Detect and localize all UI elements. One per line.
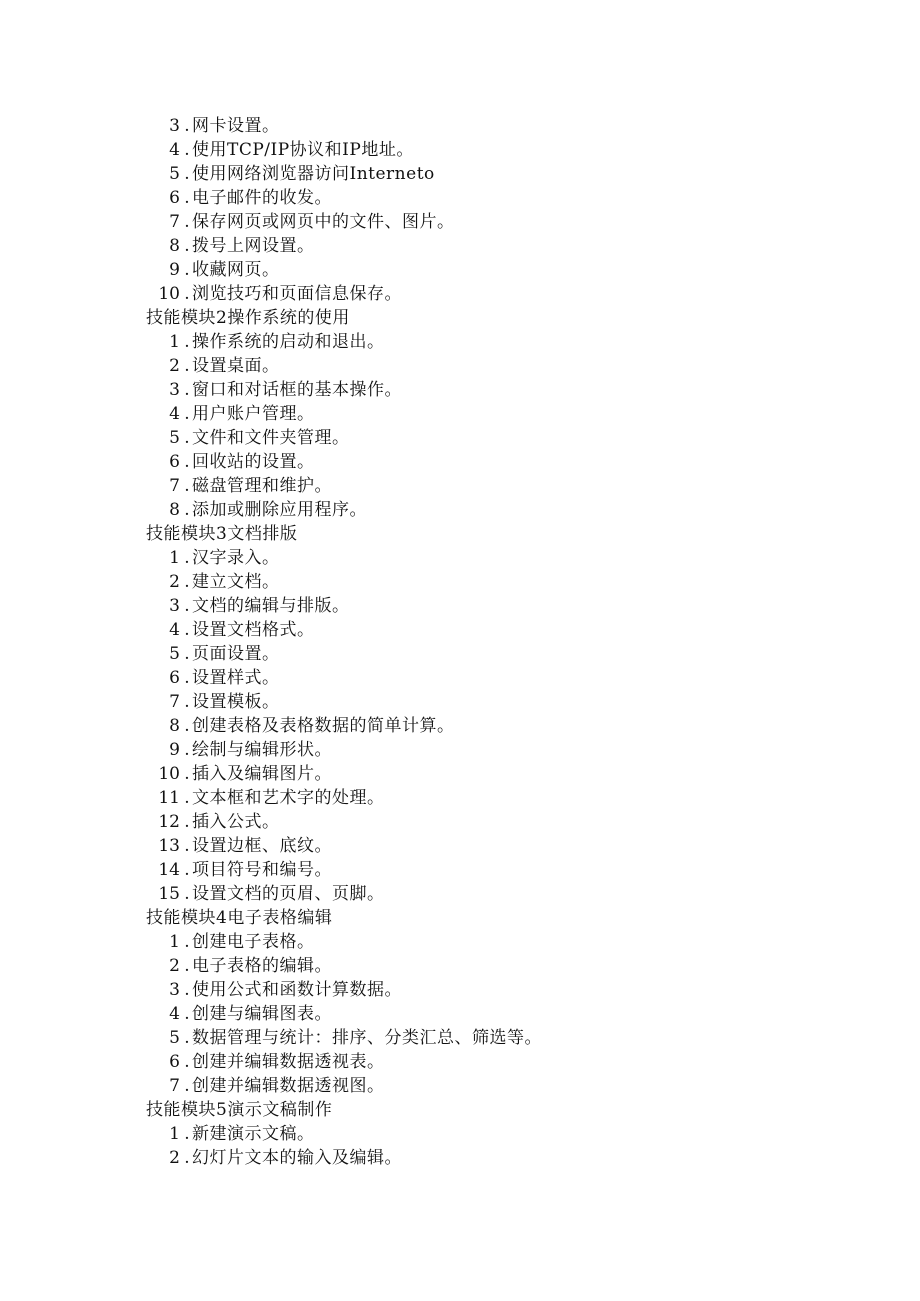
document-body — [146, 114, 866, 1170]
list-item-period: . — [184, 884, 190, 904]
list-item-text: 创建与编辑图表。 — [192, 1004, 332, 1024]
list-item-text: 添加或删除应用程序。 — [192, 500, 367, 520]
list-item-period: . — [184, 716, 190, 736]
list-item-text: 设置桌面。 — [192, 356, 280, 376]
list-item — [146, 234, 866, 258]
list-item-text: 插入及编辑图片。 — [192, 764, 332, 784]
list-item — [146, 810, 866, 834]
list-item-text: 电子邮件的收发。 — [192, 188, 332, 208]
list-item — [146, 570, 866, 594]
list-item — [146, 402, 866, 426]
list-item-number: 8 — [169, 716, 180, 736]
list-item-number: 4 — [169, 620, 180, 640]
list-item-number: 6 — [169, 452, 180, 472]
list-item-number: 5 — [169, 428, 180, 448]
list-item — [146, 1026, 866, 1050]
list-item-period: . — [184, 1148, 190, 1168]
list-item-period: . — [184, 764, 190, 784]
list-item — [146, 1002, 866, 1026]
list-item-number: 14 — [158, 860, 180, 880]
list-item-number: 2 — [169, 1148, 180, 1168]
list-item-number: 7 — [169, 212, 180, 232]
list-item — [146, 762, 866, 786]
list-item — [146, 714, 866, 738]
list-item — [146, 354, 866, 378]
list-item-period: . — [184, 980, 190, 1000]
list-item-number: 15 — [158, 884, 180, 904]
list-item — [146, 1050, 866, 1074]
list-item-number: 3 — [169, 380, 180, 400]
list-item-number: 1 — [169, 548, 180, 568]
section-heading — [146, 1098, 866, 1122]
list-item-text: 使用网络浏览器访问Interneto — [192, 164, 435, 184]
list-item-period: . — [184, 404, 190, 424]
list-item-text: 创建并编辑数据透视表。 — [192, 1052, 385, 1072]
list-item-text: 设置边框、底纹。 — [192, 836, 332, 856]
list-item-number: 1 — [169, 1124, 180, 1144]
list-item — [146, 618, 866, 642]
list-item-text: 网卡设置。 — [192, 116, 280, 136]
list-item-period: . — [184, 668, 190, 688]
list-item-period: . — [184, 740, 190, 760]
list-item-period: . — [184, 692, 190, 712]
list-item-number: 4 — [169, 404, 180, 424]
list-item-period: . — [184, 284, 190, 304]
list-item-text: 浏览技巧和页面信息保存。 — [192, 284, 402, 304]
list-item-period: . — [184, 1028, 190, 1048]
list-item-period: . — [184, 260, 190, 280]
list-item-period: . — [184, 1004, 190, 1024]
list-item — [146, 642, 866, 666]
list-item-text: 文件和文件夹管理。 — [192, 428, 350, 448]
list-item-period: . — [184, 812, 190, 832]
list-item-period: . — [184, 596, 190, 616]
list-item-period: . — [184, 860, 190, 880]
list-item — [146, 690, 866, 714]
list-item-number: 8 — [169, 500, 180, 520]
list-item-text: 汉字录入。 — [192, 548, 280, 568]
list-item — [146, 186, 866, 210]
list-item-text: 回收站的设置。 — [192, 452, 315, 472]
list-item-text: 用户账户管理。 — [192, 404, 315, 424]
list-item-period: . — [184, 356, 190, 376]
list-item-text: 窗口和对话框的基本操作。 — [192, 380, 402, 400]
list-item-number: 10 — [158, 764, 180, 784]
list-item-text: 保存网页或网页中的文件、图片。 — [192, 212, 455, 232]
list-item — [146, 498, 866, 522]
list-item-number: 5 — [169, 164, 180, 184]
list-item-text: 拨号上网设置。 — [192, 236, 315, 256]
list-item-period: . — [184, 476, 190, 496]
list-item-period: . — [184, 620, 190, 640]
section-heading-text: 技能模块4电子表格编辑 — [146, 908, 333, 928]
list-item-period: . — [184, 644, 190, 664]
list-item — [146, 1146, 866, 1170]
list-item-number: 1 — [169, 932, 180, 952]
list-item-period: . — [184, 932, 190, 952]
list-item-number: 3 — [169, 980, 180, 1000]
section-heading — [146, 906, 866, 930]
list-item-number: 7 — [169, 692, 180, 712]
list-item — [146, 786, 866, 810]
list-item — [146, 978, 866, 1002]
list-item-text: 幻灯片文本的输入及编辑。 — [192, 1148, 402, 1168]
list-item-number: 6 — [169, 1052, 180, 1072]
list-item-period: . — [184, 212, 190, 232]
list-item-period: . — [184, 1076, 190, 1096]
list-item — [146, 450, 866, 474]
list-item-text: 收藏网页。 — [192, 260, 280, 280]
section-heading-text: 技能模块3文档排版 — [146, 524, 298, 544]
list-item — [146, 162, 866, 186]
list-item-text: 绘制与编辑形状。 — [192, 740, 332, 760]
list-item-text: 创建电子表格。 — [192, 932, 315, 952]
list-item-number: 8 — [169, 236, 180, 256]
list-item — [146, 858, 866, 882]
list-item-period: . — [184, 332, 190, 352]
list-item — [146, 666, 866, 690]
list-item-period: . — [184, 572, 190, 592]
list-item-text: 设置样式。 — [192, 668, 280, 688]
list-item-period: . — [184, 548, 190, 568]
list-item-period: . — [184, 380, 190, 400]
list-item-number: 2 — [169, 356, 180, 376]
list-item-text: 项目符号和编号。 — [192, 860, 332, 880]
list-item — [146, 1074, 866, 1098]
list-item-number: 5 — [169, 644, 180, 664]
list-item-number: 7 — [169, 476, 180, 496]
list-item-period: . — [184, 452, 190, 472]
list-item — [146, 330, 866, 354]
list-item-text: 使用公式和函数计算数据。 — [192, 980, 402, 1000]
list-item — [146, 1122, 866, 1146]
list-item-period: . — [184, 956, 190, 976]
list-item-text: 创建并编辑数据透视图。 — [192, 1076, 385, 1096]
list-item-text: 创建表格及表格数据的简单计算。 — [192, 716, 455, 736]
list-item-text: 页面设置。 — [192, 644, 280, 664]
list-item-number: 5 — [169, 1028, 180, 1048]
list-item — [146, 954, 866, 978]
list-item-period: . — [184, 188, 190, 208]
list-item — [146, 594, 866, 618]
list-item-period: . — [184, 1052, 190, 1072]
list-item-text: 操作系统的启动和退出。 — [192, 332, 385, 352]
list-item-period: . — [184, 1124, 190, 1144]
list-item — [146, 258, 866, 282]
list-item — [146, 930, 866, 954]
list-item-text: 设置文档格式。 — [192, 620, 315, 640]
section-heading-text: 技能模块5演示文稿制作 — [146, 1100, 333, 1120]
list-item-number: 12 — [158, 812, 180, 832]
list-item-period: . — [184, 788, 190, 808]
list-item-text: 磁盘管理和维护。 — [192, 476, 332, 496]
list-item — [146, 882, 866, 906]
list-item-number: 11 — [158, 788, 180, 808]
list-item-number: 1 — [169, 332, 180, 352]
list-item — [146, 282, 866, 306]
list-item — [146, 426, 866, 450]
list-item-number: 9 — [169, 260, 180, 280]
list-item — [146, 474, 866, 498]
list-item-number: 3 — [169, 596, 180, 616]
list-item — [146, 834, 866, 858]
list-item-period: . — [184, 116, 190, 136]
list-item-text: 文档的编辑与排版。 — [192, 596, 350, 616]
list-item-number: 7 — [169, 1076, 180, 1096]
list-item — [146, 138, 866, 162]
list-item-number: 9 — [169, 740, 180, 760]
list-item-text: 数据管理与统计：排序、分类汇总、筛选等。 — [192, 1028, 542, 1048]
list-item-number: 3 — [169, 116, 180, 136]
list-item-period: . — [184, 428, 190, 448]
list-item-number: 2 — [169, 956, 180, 976]
list-item-period: . — [184, 500, 190, 520]
list-item-period: . — [184, 140, 190, 160]
list-item-number: 6 — [169, 668, 180, 688]
list-item — [146, 114, 866, 138]
list-item-period: . — [184, 236, 190, 256]
list-item-text: 设置文档的页眉、页脚。 — [192, 884, 385, 904]
section-heading — [146, 306, 866, 330]
list-item-text: 文本框和艺术字的处理。 — [192, 788, 385, 808]
list-item-text: 建立文档。 — [192, 572, 280, 592]
section-heading-text: 技能模块2操作系统的使用 — [146, 308, 350, 328]
section-heading — [146, 522, 866, 546]
list-item — [146, 210, 866, 234]
list-item — [146, 546, 866, 570]
list-item-text: 电子表格的编辑。 — [192, 956, 332, 976]
list-item-number: 10 — [158, 284, 180, 304]
list-item-period: . — [184, 836, 190, 856]
list-item-number: 2 — [169, 572, 180, 592]
list-item-text: 新建演示文稿。 — [192, 1124, 315, 1144]
list-item-period: . — [184, 164, 190, 184]
list-item-text: 使用TCP/IP协议和IP地址。 — [192, 140, 414, 160]
list-item-number: 4 — [169, 1004, 180, 1024]
list-item-number: 4 — [169, 140, 180, 160]
list-item-number: 13 — [158, 836, 180, 856]
list-item — [146, 378, 866, 402]
list-item-number: 6 — [169, 188, 180, 208]
list-item-text: 插入公式。 — [192, 812, 280, 832]
list-item-text: 设置模板。 — [192, 692, 280, 712]
list-item — [146, 738, 866, 762]
